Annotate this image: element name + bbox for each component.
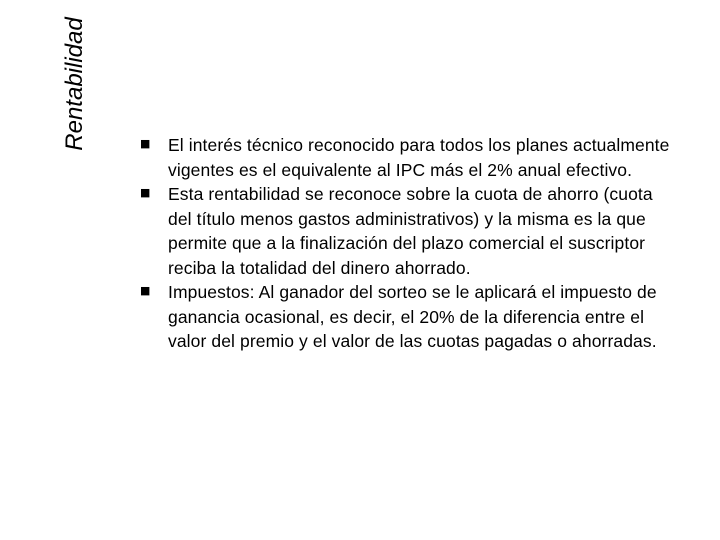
bullet-text: Esta rentabilidad se reconoce sobre la cuota de ahorro (cuota del título menos gastos administrativos) y la misma es la que permite que a la finalización del plazo comercial el suscriptor reciba la totalidad del dinero ahorrado.: [168, 184, 653, 278]
bullet-text: Impuestos: Al ganador del sorteo se le aplicará el impuesto de ganancia ocasional, es decir, el 20% de la diferencia entre el valor del premio y el valor de las cuotas pagadas o ahorradas.: [168, 282, 657, 351]
slide-title-container: [58, 10, 88, 170]
bullet-list: [140, 133, 680, 354]
slide-title: Rentabilidad: [61, 17, 88, 151]
bullet-item-rentabilidad: [140, 182, 680, 280]
square-bullet-icon: ■: [140, 284, 151, 297]
square-bullet-icon: ■: [140, 186, 151, 199]
bullet-item-interes: [140, 133, 680, 182]
square-bullet-icon: ■: [140, 137, 151, 150]
bullet-text: El interés técnico reconocido para todos los planes actualmente vigentes es el equivalente al IPC más el 2% anual efectivo.: [168, 135, 670, 180]
bullet-item-impuestos: [140, 280, 680, 354]
